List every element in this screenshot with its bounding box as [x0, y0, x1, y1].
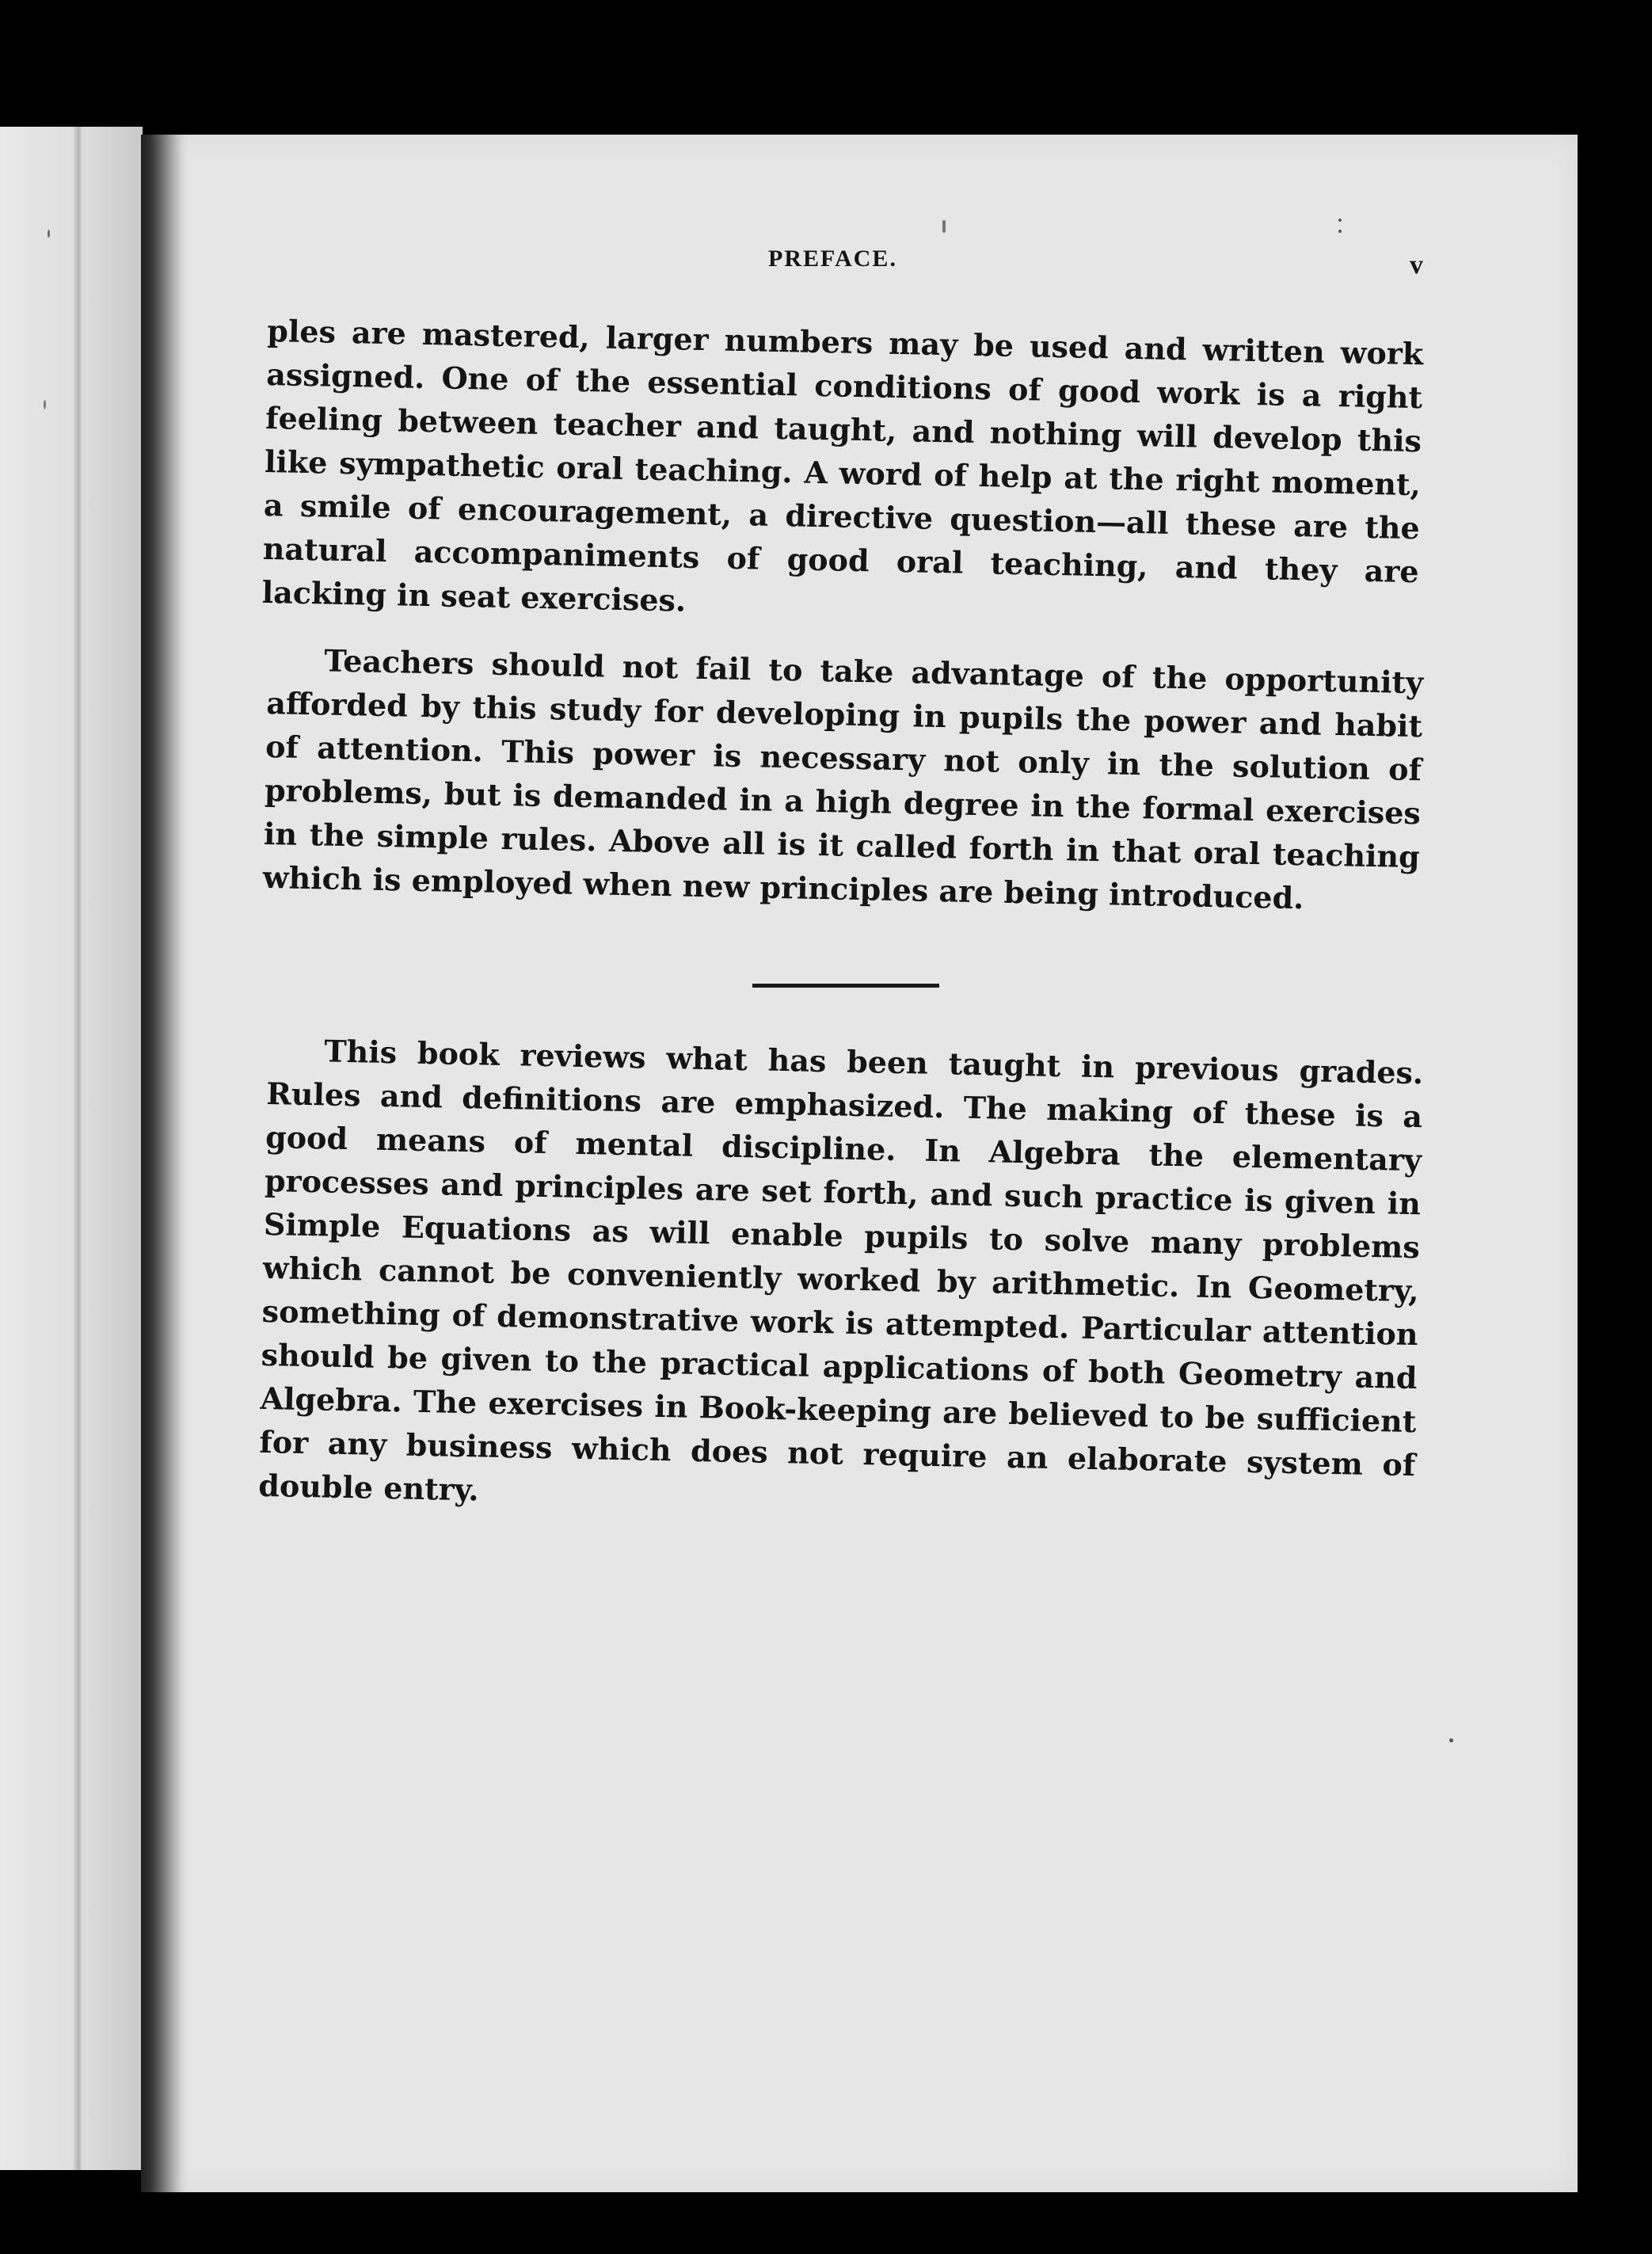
paragraph-continuation: [261, 309, 1423, 637]
scan-speck: [1338, 230, 1342, 233]
scan-speck: [1449, 1738, 1453, 1742]
facing-page-edge: [0, 127, 143, 2170]
section-divider-rule: [752, 984, 939, 988]
paragraph-text: This book reviews what has been taught in previous grades. Rules and definitions are emphasized. The making of these is a good means of mental discipline. In Algebra the elementary processes and principles are set forth, and such practice is given in Simple Equations as will enable pupils to solve many problems which cannot be conveniently worked by arithmetic. In Geometry, something of demonstrative work is attempted. Particular attention should be given to the practical applications of both Geometry and Algebra. The exercises in Book-keeping are believed to be sufficient for any business which does not require an elaborate system of double entry.: [257, 1033, 1424, 1508]
running-head-title: PREFACE.: [768, 246, 897, 272]
scan-speck: [1338, 219, 1342, 222]
scan-speck: [48, 230, 50, 238]
facing-page-shadow: [73, 127, 82, 2170]
scan-speck: [44, 400, 46, 409]
paragraph-text: ples are mastered, larger numbers may be used and written work assigned. One of the essential conditions of good work is a right feeling between teacher and taught, and nothing will develop this like sympathetic oral teaching. A word of help at the right moment, a smile of encouragement, a directive question—all these are the natural accompaniments of good oral teaching, and they are lacking in seat exercises.: [261, 312, 1424, 619]
paragraph-attention: [262, 638, 1423, 922]
binding-gutter: [141, 135, 188, 2192]
paragraph-text: Teachers should not fail to take advantage of the opportunity afforded by this study for developing in pupils the power and habit of attention. This power is necessary not only in the solution of problems, but is demanded in a high degree in the formal exercises in the simple rules. Above all is it called forth in that oral teaching which is employed when new principles are being introduced.: [262, 642, 1424, 916]
running-head: [0, 246, 1652, 280]
page-number: v: [1410, 250, 1423, 280]
scan-speck: [942, 220, 946, 233]
paragraph-book-review: [258, 1028, 1424, 1530]
